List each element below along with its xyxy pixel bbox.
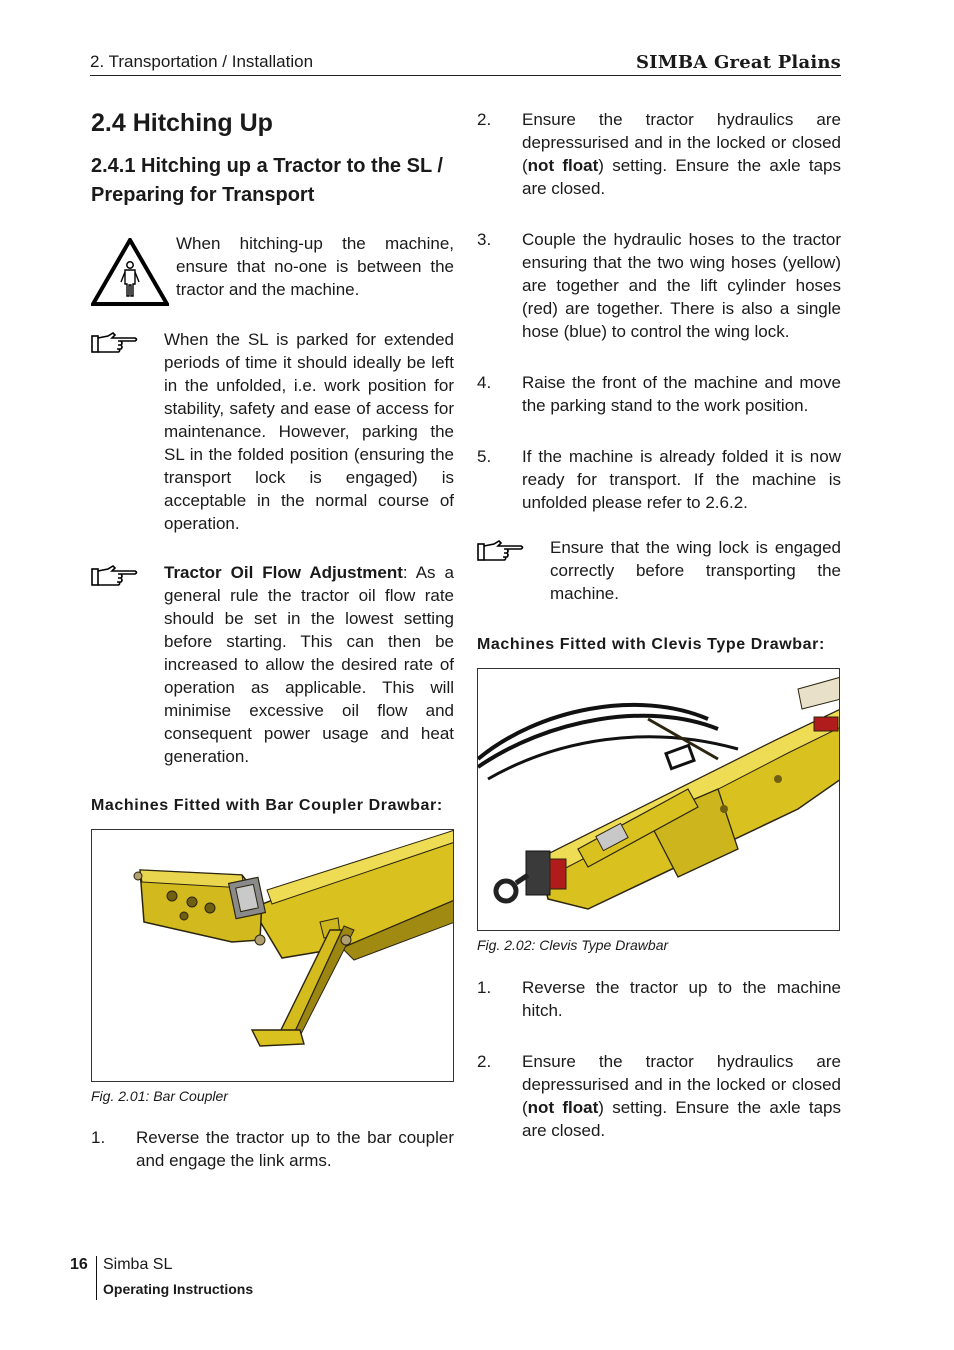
brand-logo-text: SIMBA Great Plains bbox=[635, 52, 841, 73]
step-text: Ensure the tractor hydraulics are depressurised and in the locked or closed ( bbox=[522, 1052, 841, 1117]
step-text: Reverse the tractor up to the machine hitch. bbox=[522, 978, 841, 1020]
page-header bbox=[90, 52, 841, 76]
fig1-caption: Fig. 2.01: Bar Coupler bbox=[91, 1088, 228, 1104]
warning-person-icon bbox=[91, 238, 169, 306]
bar-step-1 bbox=[91, 1126, 454, 1172]
note-oil-flow-text: As a general rule the tractor oil flow rate should be set in the lowest setting before starting. This can then be increased to allow the desired rate of operation as applicable. This will minimise excessive oil flow and consequent power usage and heat generation. bbox=[164, 563, 454, 766]
step-text: If the machine is already folded it is now ready for transport. If the machine is unfolded please refer to 2.6.2. bbox=[522, 447, 841, 512]
step-text: Raise the front of the machine and move the parking stand to the work position. bbox=[522, 373, 841, 415]
page-title: 2.4 Hitching Up bbox=[91, 109, 273, 137]
bar-coupler-drawing bbox=[92, 830, 454, 1082]
page-number: 16 bbox=[70, 1256, 88, 1273]
bar-coupler-heading: Machines Fitted with Bar Coupler Drawbar: bbox=[91, 797, 443, 814]
step-number: 1. bbox=[91, 1128, 106, 1147]
figure-clevis-drawbar bbox=[477, 668, 840, 931]
figure-bar-coupler bbox=[91, 829, 454, 1082]
step-number: 4. bbox=[477, 373, 492, 392]
section-subtitle: 2.4.1 Hitching up a Tractor to the SL / Preparing for Transport bbox=[91, 155, 443, 206]
step-bold: not float bbox=[527, 1098, 599, 1117]
warning-block bbox=[91, 232, 454, 312]
footer-divider bbox=[96, 1256, 97, 1300]
pointing-hand-icon bbox=[477, 540, 525, 562]
pointing-hand-icon bbox=[91, 332, 139, 354]
section-label: 2. Transportation / Installation bbox=[90, 52, 314, 71]
step-text: Couple the hydraulic hoses to the tractor ensuring that the two wing hoses (yellow) are together and the lift cylinder hoses (red) are together. There is also a single hose (blue) to control the wing lock. bbox=[522, 230, 841, 341]
warning-text: When hitching-up the machine, ensure that no-one is between the tractor and the machine. bbox=[176, 234, 454, 299]
step-5 bbox=[477, 445, 841, 514]
step-text: Ensure the tractor hydraulics are depressurised and in the locked or closed ( bbox=[522, 110, 841, 175]
note-parking bbox=[91, 328, 454, 535]
step-number: 3. bbox=[477, 230, 492, 249]
step-number: 2. bbox=[477, 1052, 492, 1071]
right-column bbox=[477, 108, 841, 1170]
step-number: 2. bbox=[477, 110, 492, 129]
note-oil-flow-title: Tractor Oil Flow Adjustment bbox=[164, 563, 403, 582]
note-oil-flow-colon: : bbox=[402, 563, 408, 582]
step-number: 5. bbox=[477, 447, 492, 466]
pointing-hand-icon bbox=[91, 565, 139, 587]
note-oil-flow bbox=[91, 561, 454, 768]
step-bold: not float bbox=[527, 156, 599, 175]
note-wing-lock bbox=[477, 536, 841, 605]
step-number: 1. bbox=[477, 978, 492, 997]
step-2 bbox=[477, 108, 841, 200]
note-wing-lock-text: Ensure that the wing lock is engaged correctly before transporting the machine. bbox=[550, 538, 841, 603]
step-text-tail: ) setting. Ensure the axle taps are closed. bbox=[522, 1098, 841, 1140]
clevis-heading: Machines Fitted with Clevis Type Drawbar: bbox=[477, 636, 825, 653]
step-text: Reverse the tractor up to the bar coupler and engage the link arms. bbox=[136, 1128, 454, 1170]
footer-title: Simba SL bbox=[103, 1256, 173, 1273]
clevis-drawbar-drawing bbox=[478, 669, 840, 931]
fig2-caption: Fig. 2.02: Clevis Type Drawbar bbox=[477, 937, 669, 953]
left-column bbox=[91, 108, 454, 1172]
step-3 bbox=[477, 228, 841, 343]
step-text-tail: ) setting. Ensure the axle taps are closed. bbox=[522, 156, 841, 198]
footer-subtitle: Operating Instructions bbox=[103, 1281, 254, 1297]
clevis-step-1 bbox=[477, 976, 841, 1022]
note-parking-text: When the SL is parked for extended periods of time it should ideally be left in the unfolded, i.e. work position for stability, safety and ease of access for maintenance. However, parking the SL in the folded position (ensuring the transport lock is engaged) is acceptable in the normal course of operation. bbox=[164, 330, 454, 533]
step-4 bbox=[477, 371, 841, 417]
clevis-step-2 bbox=[477, 1050, 841, 1142]
page-footer bbox=[70, 1256, 330, 1302]
